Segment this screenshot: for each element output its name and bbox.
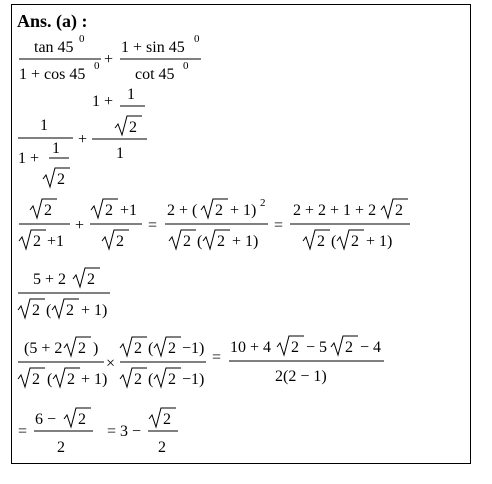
radicand: 2 — [291, 339, 299, 356]
plus-sign: + — [104, 51, 114, 68]
numerator-one: 1 — [40, 117, 48, 134]
radicand: 2 — [215, 202, 223, 219]
radicand: 2 — [395, 202, 403, 219]
radicand: 2 — [67, 371, 75, 388]
equals-three-minus: = 3 − — [107, 423, 142, 440]
plus-sign: + — [78, 131, 88, 148]
radicand: 2 — [317, 233, 325, 250]
frac2-denominator: cot 45 — [135, 66, 175, 83]
equals-sign: = — [212, 349, 222, 366]
radicand: 2 — [345, 339, 353, 356]
frac2-numerator: 1 + sin 45 — [121, 39, 185, 56]
close-paren: + 1) — [81, 371, 108, 388]
degree-mark: 0 — [183, 60, 189, 72]
step-1 — [19, 33, 201, 83]
degree-mark: 0 — [94, 60, 100, 72]
square-exponent: 2 — [260, 197, 266, 209]
plus-one: +1 — [47, 233, 65, 250]
step-6 — [18, 408, 178, 456]
radicand: 2 — [87, 271, 95, 288]
close-paren: + 1) — [366, 233, 393, 250]
radicand: 2 — [78, 340, 86, 357]
equals-sign: = — [274, 217, 284, 234]
numerator-five-plus-two: 5 + 2 — [33, 271, 67, 288]
radicand: 2 — [168, 340, 176, 357]
radicand: 2 — [163, 411, 171, 428]
step-4 — [18, 268, 110, 319]
one-plus: 1 + — [18, 150, 40, 167]
degree-mark: 0 — [79, 33, 85, 45]
radicand: 2 — [66, 302, 74, 319]
radicand: 2 — [33, 233, 41, 250]
small-numerator: 1 — [52, 140, 60, 157]
radicand: 2 — [105, 202, 113, 219]
close-paren: + 1) — [232, 233, 259, 250]
numerator-end: + 1) — [230, 202, 257, 219]
small-numerator: 1 — [127, 86, 135, 103]
plus-one: +1 — [120, 202, 138, 219]
frac1-denominator: 1 + cos 45 — [19, 66, 86, 83]
denominator: 2 — [57, 439, 65, 456]
times-sign: × — [106, 355, 116, 372]
open-paren: ( — [46, 302, 52, 319]
radicand: 2 — [217, 233, 225, 250]
frac1-numerator: tan 45 — [34, 39, 74, 56]
numerator-start: (5 + 2 — [24, 340, 63, 357]
radicand: 2 — [183, 233, 191, 250]
open-paren: ( — [148, 340, 154, 357]
minus-one: −1) — [182, 340, 205, 357]
step-3 — [19, 197, 410, 250]
minus-four: − 4 — [360, 339, 382, 356]
close-paren: ) — [93, 340, 99, 357]
open-paren: ( — [148, 371, 154, 388]
step-2 — [18, 86, 147, 188]
degree-mark: 0 — [194, 33, 200, 45]
denominator: 2 — [158, 439, 166, 456]
radicand: 2 — [168, 371, 176, 388]
radicand: 2 — [57, 171, 65, 188]
radicand: 2 — [351, 233, 359, 250]
radicand: 2 — [134, 340, 142, 357]
minus-one: −1) — [182, 371, 205, 388]
plus-sign: + — [75, 217, 85, 234]
minus-five: − 5 — [306, 339, 328, 356]
radicand: 2 — [129, 119, 137, 136]
equals-sign: = — [148, 217, 158, 234]
answer-heading: Ans. (a) : — [17, 11, 88, 31]
open-paren: ( — [331, 233, 337, 250]
denominator: 2(2 − 1) — [275, 368, 327, 385]
open-paren: ( — [47, 371, 53, 388]
open-paren: ( — [197, 233, 203, 250]
step-5 — [18, 336, 384, 388]
close-paren: + 1) — [81, 302, 108, 319]
radicand: 2 — [78, 411, 86, 428]
numerator-expression: 2 + 2 + 1 + 2 — [293, 202, 377, 219]
radicand: 2 — [44, 202, 52, 219]
radicand: 2 — [32, 371, 40, 388]
radicand: 2 — [134, 371, 142, 388]
numerator-start: 2 + ( — [167, 202, 198, 219]
denominator-one: 1 — [116, 145, 124, 162]
radicand: 2 — [32, 302, 40, 319]
numerator-six-minus: 6 − — [35, 411, 57, 428]
one-plus: 1 + — [92, 93, 114, 110]
numerator-part: 10 + 4 — [230, 339, 272, 356]
radicand: 2 — [116, 233, 124, 250]
equals-sign: = — [18, 423, 28, 440]
